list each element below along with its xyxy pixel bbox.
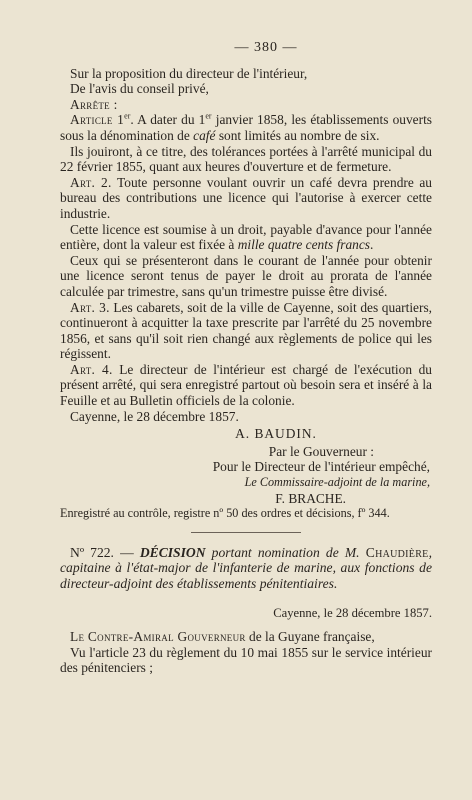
decision-text-2: , capitaine à l'état-major de l'infanterie de marine, aux fonctions de directeur-adjoint des établissements pénitentiaires. (60, 544, 432, 591)
paragraph-ceux: Ceux qui se présenteront dans le courant de l'année pour obtenir une licence seront tenus de payer le droit au prorata de l'année calculée par trimestre, sans qu'un trimestre puisse être divisé. (60, 252, 432, 299)
article-4-label: Art. 4. (70, 361, 113, 377)
article-4 (60, 362, 432, 409)
page-number: — 380 — (234, 40, 298, 55)
article-2-text: Toute personne voulant ouvrir un café devra prendre au bureau des contributions une licence qui l'autorise à exercer cette industrie. (60, 174, 432, 221)
decision-title: DÉCISION (139, 544, 206, 560)
vu-article-line: Vu l'article 23 du règlement du 10 mai 1855 sur le service intérieur des pénitenciers ; (60, 644, 432, 676)
article-3 (60, 300, 432, 362)
article-1-text-c: sont limités au nombre de six. (215, 127, 380, 143)
article-4-text: Le directeur de l'intérieur est chargé de l'exécution du présent arrêté, qui sera enregistré partout où besoin sera et inséré à la Feuille et au Bulletin officiels de la colonie. (60, 361, 432, 409)
decision-dash: — (113, 544, 140, 560)
date-line: Cayenne, le 28 décembre 1857. (70, 408, 239, 424)
article-2 (60, 175, 432, 222)
decision-name: Chaudière (365, 544, 429, 560)
commissaire-adjoint: Le Commissaire-adjoint de la marine, (244, 475, 430, 490)
article-1-label: Article 1 (70, 112, 125, 128)
licence-end: . (370, 237, 374, 253)
article-1-text-a: . A dater du 1 (130, 112, 206, 128)
preamble-line-2: De l'avis du conseil privé, (70, 81, 209, 97)
article-1-sup-2: er (205, 111, 212, 121)
article-3-label: Art. 3. (70, 299, 110, 315)
article-1-text-b: janvier 1858, les établissements ouverts sous la dénomination de (60, 112, 432, 143)
separator-rule (191, 532, 301, 533)
paragraph-licence (60, 222, 432, 253)
decision-heading (60, 545, 432, 592)
decision-number: Nº 722. (70, 544, 114, 560)
registration-note: Enregistré au contrôle, registre nº 50 des ordres et décisions, fº 344. (60, 506, 390, 521)
article-1 (60, 112, 432, 143)
contre-amiral-label: Le Contre-Amiral Gouverneur (70, 629, 246, 645)
contre-amiral-text: de la Guyane française, (245, 629, 375, 645)
article-3-text: Les cabarets, soit de la ville de Cayenne, soit des quartiers, continueront à acquitter la taxe prescrite par l'arrêté du 25 novembre 1856, et sans qu'il soit rien changé aux règlements de police qui les régissent. (60, 299, 433, 362)
paragraph-jouiront: Ils jouiront, à ce titre, des tolérances portées à l'arrêté municipal du 22 février 1855, quant aux heures d'ouverture et de fermeture. (60, 143, 432, 175)
signature-baudin: A. BAUDIN. (235, 426, 317, 442)
contre-amiral-line (60, 629, 432, 645)
preamble-line-1: Sur la proposition du directeur de l'intérieur, (70, 65, 308, 81)
pour-le-directeur: Pour le Directeur de l'intérieur empêché, (212, 459, 430, 475)
signature-brache: F. BRACHE. (275, 490, 346, 506)
article-1-cafe: café (193, 127, 216, 143)
article-1-sup: er (124, 111, 131, 121)
licence-amount: mille quatre cents francs (237, 237, 370, 253)
article-2-label: Art. 2. (70, 174, 112, 190)
licence-text: Cette licence est soumise à un droit, payable d'avance pour l'année entière, dont la valeur est fixée à (60, 221, 432, 253)
date-line-2: Cayenne, le 28 décembre 1857. (273, 605, 432, 620)
decision-text-1: portant nomination de M. (205, 544, 366, 560)
arrete-heading: Arrête : (70, 96, 118, 112)
par-le-gouverneur: Par le Gouverneur : (268, 443, 374, 459)
